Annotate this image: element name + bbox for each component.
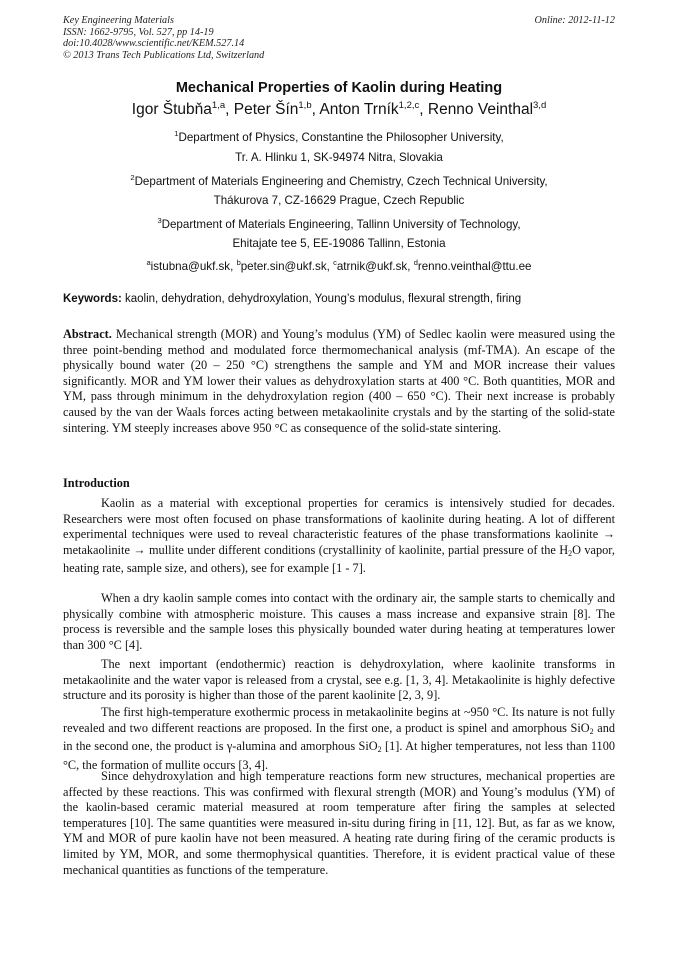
abstract-label: Abstract. [63, 327, 112, 341]
copyright-line: © 2013 Trans Tech Publications Ltd, Switzerland [63, 49, 265, 61]
p4-text-b: and in the second one, the product is γ-alumina and amorphous SiO [63, 720, 615, 754]
aff-sup: 3 [157, 216, 162, 225]
intro-paragraph-5: Since dehydroxylation and high temperature reactions form new structures, mechanical properties are affected by these reactions. This was confirmed with flexural strength (MOR) and Young’s modulus (YM) of the kaolin-based ceramic material measured at room temperature after firing the samples at selected temperatures [10]. The same quantities were measured in-situ during firing in [11, 12]. But, as far as we know, YM and MOR of pure kaolin have not been measured. A heating rate during firing of the ceramic products is limited by YM, MOR, and some thermophysical quantities. Therefore, it is evident practical value of these mechanical quantities as functions of the temperature. [63, 769, 615, 877]
journal-header [63, 15, 615, 61]
p4-subscript-1: 2 [589, 726, 594, 736]
email-sup: a [146, 258, 151, 267]
p1-subscript: 2 [568, 548, 573, 558]
aff-text: Department of Materials Engineering, Tallinn University of Technology, [161, 217, 521, 231]
email-sup: d [413, 258, 418, 267]
aff-sup: 1 [174, 129, 179, 138]
keywords-label: Keywords: [63, 293, 122, 305]
section-title: Introduction [63, 476, 130, 490]
keywords [63, 293, 615, 305]
doi-line[interactable]: doi:10.4028/www.scientific.net/KEM.527.14 [63, 38, 245, 49]
affiliation-3-line-1 [0, 216, 678, 231]
aff-text: Department of Physics, Constantine the Philosopher University, [178, 130, 504, 144]
intro-paragraph-1 [63, 496, 615, 577]
aff-sup: 2 [130, 173, 135, 182]
author-list: Igor Štubňa$^{1,a}$, Peter Šín$^{1,b}$, Anton Trník$^{1,2,c}$, Renno Veinthal$^{3,d}$ [131, 100, 547, 119]
author-name: Peter Šín [233, 101, 299, 119]
author-name: Igor Štubňa [131, 101, 212, 119]
email-link[interactable]: atrnik@ukf.sk [336, 259, 408, 273]
email-list: $^a$istubna@ukf.sk, $^b$peter.sin@ukf.sk, $^c$atrnik@ukf.sk, $^d$renno.veinthal@ttu.ee [146, 258, 532, 273]
intro-paragraph-3: The next important (endothermic) reaction is dehydroxylation, where kaolinite transforms in metakaolinite and the water vapor is released from a crystal, see e.g. [1, 3, 4]. Metakaolinite is highly defective structure and its porosity is higher than those of the parent kaolinite [2, 3, 9]. [63, 657, 615, 703]
email-link[interactable]: renno.veinthal@ttu.ee [417, 259, 532, 273]
author-sup: 1,a [211, 100, 226, 111]
p1-text-a: Kaolin as a material with exceptional properties for ceramics is intensively studied for decades. Researchers were most often focused on phase transformations of kaolinite during heating. A lot of different experimental techniques were used to reveal characteristic features of the phase transformations kaolinite → metakaolinite → mullite under different conditions (crystallinity of kaolinite, partial pressure of the H [63, 496, 615, 557]
p4-text-c: [1]. At higher temperatures, not less than 1100 °C, the formation of mullite occurs [3, 4]. [63, 739, 615, 772]
paper-title: Mechanical Properties of Kaolin during Heating [175, 80, 503, 96]
p4-text-a: The first high-temperature exothermic process in metakaolinite begins at ~950 °C. Its nature is not fully revealed and two different reactions are proposed. In the first one, a product is spinel and amorphous SiO [63, 705, 615, 735]
intro-paragraph-2: When a dry kaolin sample comes into contact with the ordinary air, the sample starts to chemically and physically combine with atmospheric moisture. This causes a mass increase and expansive strain [8]. The process is reversible and the sample loses this physically bounded water during heating at temperatures lower than 300 °C [4]. [63, 591, 615, 652]
abstract-text: Mechanical strength (MOR) and Young’s modulus (YM) of Sedlec kaolin were measured using the three point-bending method and modulated force thermomechanical analysis (mf-TMA). An escape of the physically bound water (20 – 250 °C) strengthens the sample and YM and MOR increase their values significantly. MOR and YM lower their values as dehydroxylation starts at 400 °C. Both quantities, MOR and YM, pass through minimum in the dehydroxylation region (400 – 650 °C). Their next increase is probably caused by the van der Waals forces acting between metakaolinite crystals and by the starting of the solid-state sintering. YM steeply increases above 950 °C as consequence of the solid-state sintering. [63, 327, 616, 435]
email-link[interactable]: istubna@ukf.sk [150, 259, 231, 273]
email-sup: c [333, 258, 337, 267]
p4-subscript-2: 2 [377, 745, 382, 755]
affiliation-1-line-2: Tr. A. Hlinku 1, SK-94974 Nitra, Slovakia [235, 151, 443, 164]
affiliation-2-line-2: Thákurova 7, CZ-16629 Prague, Czech Republic [213, 194, 465, 207]
author-name: Renno Veinthal [427, 101, 534, 119]
affiliation-3-line-2: Ehitajate tee 5, EE-19086 Tallinn, Estonia [232, 237, 446, 250]
intro-paragraph-4 [63, 705, 615, 773]
email-link[interactable]: peter.sin@ukf.sk [240, 259, 327, 273]
email-sup: b [236, 258, 241, 267]
p1-text-b: O vapor, heating rate, sample size, and others), see for example [1 - 7]. [63, 542, 615, 576]
author-sup: 1,b [298, 100, 312, 111]
affiliation-1-line-1 [0, 129, 678, 144]
keywords-text: kaolin, dehydration, dehydroxylation, Young’s modulus, flexural strength, firing [125, 293, 522, 305]
aff-text: Department of Materials Engineering and Chemistry, Czech Technical University, [134, 174, 548, 188]
affiliation-2-line-1 [0, 173, 678, 188]
journal-name: Key Engineering Materials [63, 15, 174, 26]
author-name: Anton Trník [319, 101, 399, 119]
issn-line: ISSN: 1662-9795, Vol. 527, pp 14-19 [63, 26, 214, 38]
author-sup: 1,2,c [398, 100, 420, 111]
abstract [63, 327, 615, 436]
online-date: Online: 2012-11-12 [534, 15, 615, 26]
author-sup: 3,d [533, 100, 547, 111]
